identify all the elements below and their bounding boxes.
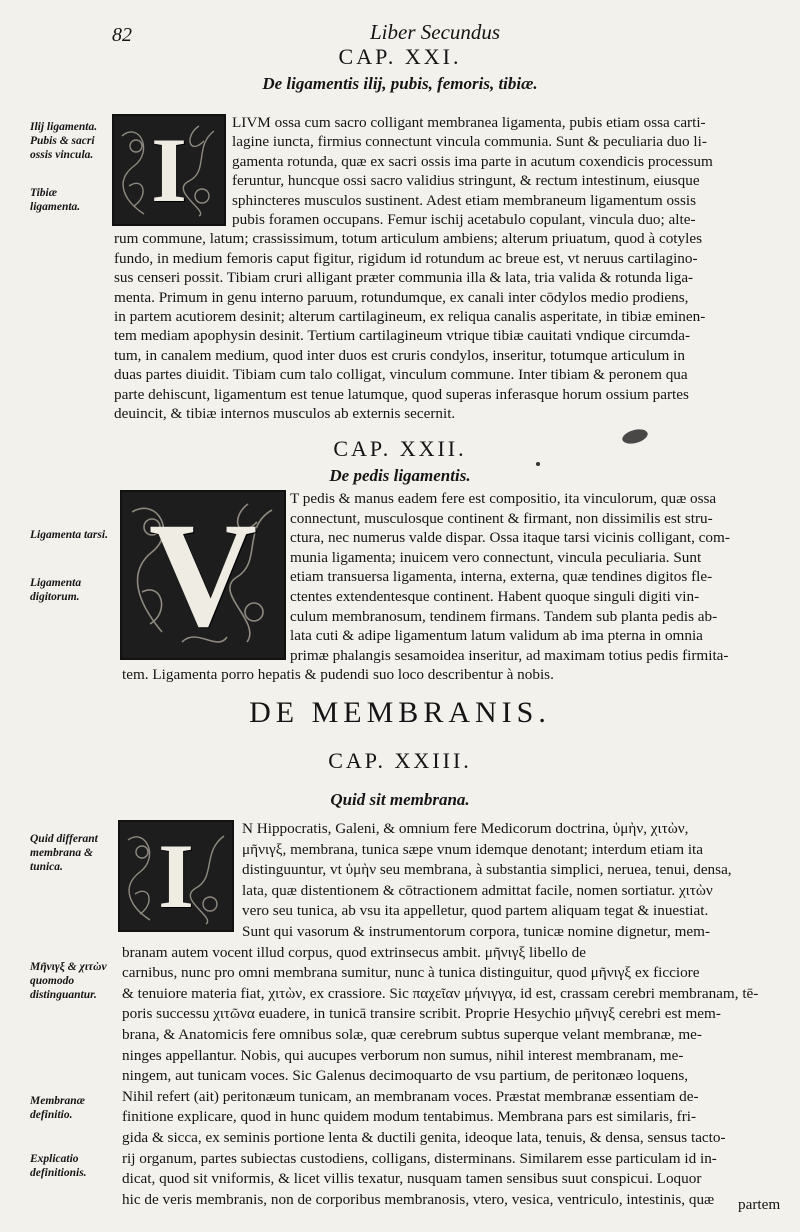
text-line: vero seu tunica, ab vsu ita appelletur, quod partem aliquam tegat & inuestiat. xyxy=(242,902,709,920)
text-line: distinguuntur, vt ὑμὴν seu membrana, à substantia simplici, neruea, tenui, densa, xyxy=(242,861,732,879)
text-line: pubis foramen occupans. Femur ischij acetabulo copulant, vincula duo; alte- xyxy=(232,211,696,228)
text-line: duas partes diuidit. Tibiam cum talo colligat, vinculum commune. Inter tibiam & peronem qua xyxy=(114,366,688,384)
text-line: brana, & Anatomicis fere omnibus solæ, quæ cerebrum subtus superque velant membranæ, me- xyxy=(122,1026,702,1043)
text-line: ctentes extendentesque continent. Habent quoque singuli digiti vin- xyxy=(290,588,700,605)
text-line: in partem acutiorem desinit; alterum cartilagineum, ex reliqua canalis asperitate, in tibiæ eminen- xyxy=(114,308,706,325)
chapter-title-21: De ligamentis ilij, pubis, femoris, tibiæ. xyxy=(262,74,538,93)
text-line: lagine iuncta, firmius connectunt vincula communia. Sunt & peculiaria duo li- xyxy=(232,133,707,151)
text-line: rum commune, latum; crassissimum, totum articulum ambiens; alterum priuatum, quod à cotyles xyxy=(114,230,702,248)
text-line: carnibus, nunc pro omni membrana sumitur, nunc à tunica distinguitur, quod μῆνιγξ ex ficciore xyxy=(122,964,700,982)
text-line: μῆνιγξ, membrana, tunica sæpe vnum idemque denotant; interdum etiam ita xyxy=(242,840,704,858)
ornamental-initial xyxy=(112,114,226,226)
initial-letter: V xyxy=(148,492,258,658)
chapter-heading-23: CAP. XXIII. xyxy=(328,748,472,773)
text-line: finitione explicare, quod in hunc quidem modum tentabimus. Membrana pars est similaris, fri- xyxy=(122,1108,697,1126)
text-line: Sunt qui vasorum & instrumentorum corpora, tunicæ nomine dignetur, mem- xyxy=(242,923,711,940)
text-line: gamenta rotunda, quæ ex sacri ossis ima parte in acutum coxendicis processum xyxy=(232,152,713,170)
text-line: poris successu χιτῶνα euadere, in tunicā transire scribit. Proprie Hesychio μῆνιγξ cerebri est mem- xyxy=(122,1005,721,1023)
text-line: Nihil refert (ait) peritonæum tunicam, an membranam voces. Præstat membranæ essentiam de- xyxy=(122,1087,699,1105)
chapter-heading-21: CAP. XXI. xyxy=(338,44,462,69)
text-line: lata cuti & adipe ligamentum latum validum ab ima pterna in omnia xyxy=(290,627,703,645)
text-line: fundo, in medium femoris caput figitur, rigidum id rotundum ac breue est, vt neruus cartilagino- xyxy=(114,249,698,267)
text-line: & tenuiore materia fiat, χιτὼν, ex crassiore. Sic παχεῖαν μήνιγγα, id est, crassam cerebri membranam, tē- xyxy=(122,984,759,1002)
text-line: etiam transuersa ligamenta, interna, externa, quæ tendines digitos fle- xyxy=(290,568,713,586)
text-line: primæ phalangis sesamoidea inseritur, ad maximam totius pedis firmita- xyxy=(290,646,729,664)
text-line: gida & sicca, ex seminis portione lenta & ductili genita, ideoque lata, tenuis, & densa, sensus tacto- xyxy=(122,1129,726,1146)
text-line: tum, in canalem medium, quod inter duos est cruris condylos, inseritur, totumque articulum in xyxy=(114,346,685,364)
text-line: tem mediam apophysin desinit. Tertium cartilagineum vtrique tibiæ cauitati vndique circumda- xyxy=(114,327,691,345)
catchword: partem xyxy=(738,1196,781,1213)
text-line: sphincteres musculos sustinent. Adest etiam membraneum ligamentum ossis xyxy=(232,191,696,209)
text-line: LIVM ossa cum sacro colligant membranea ligamenta, pubis etiam ossa carti- xyxy=(232,114,706,131)
margin-note: Μῆνιγξ & χιτὼν quomodo distinguantur. xyxy=(30,961,107,1001)
text-line: sus censeri possit. Tibiam cruri alligant præter communia illa & lata, tria valida & rotunda liga- xyxy=(114,269,694,287)
text-line: ninges appellantur. Nobis, qui aucupes verborum non sumus, nihil interest membranam, me- xyxy=(122,1046,684,1064)
initial-letter: I xyxy=(158,825,194,927)
part-heading: DE MEMBRANIS. xyxy=(249,696,551,729)
text-line: N Hippocratis, Galeni, & omnium fere Medicorum doctrina, ὑμὴν, χιτὼν, xyxy=(242,820,689,837)
running-head: Liber Secundus xyxy=(370,20,501,44)
ornamental-initial xyxy=(118,820,234,932)
margin-note: Tibiæ ligamenta. xyxy=(30,187,81,213)
text-line: dicat, quod sit vniformis, & licet villis texatur, nusquam tamen sensibus suut conspicui. Loquor xyxy=(122,1170,702,1188)
text-line: T pedis & manus eadem fere est compositio, ita vinculorum, quæ ossa xyxy=(290,490,717,507)
text-line: ctura, nec numerus valde dispar. Ossa itaque tarsi vicinis colligant, com- xyxy=(290,529,730,547)
margin-note: Membranæ definitio. xyxy=(30,1095,85,1121)
margin-note: Ligamenta digitorum. xyxy=(30,577,82,603)
text-line: lata, quæ distentionem & cōtractionem admittat facile, nomen sortiatur. χιτὼν xyxy=(242,881,713,899)
text-line: menta. Primum in genu interno paruum, rotundumque, ex canali inter cōdylos medio prodiens, xyxy=(114,288,689,306)
chapter-heading-22: CAP. XXII. xyxy=(333,436,467,461)
text-line: connectunt, musculosque continent & firmant, non dissimilis est stru- xyxy=(290,509,713,527)
text-line: ningem, aut tunicam voces. Sic Galenus decimoquarto de vsu partium, de peritonæo loquens, xyxy=(122,1067,689,1085)
chapter-title-22: De pedis ligamentis. xyxy=(329,466,471,485)
text-line: munia ligamenta; inuicem vero connectunt, vincula peculiaria. Sunt xyxy=(290,548,702,566)
text-line: rij organum, partes subiectas custodiens, colligans, disterminans. Similarem esse particulam id in- xyxy=(122,1149,717,1167)
page-number: 82 xyxy=(112,24,132,46)
text-line: parte dehiscunt, ligamentum est tenue latumque, quod superas inferasque horum ossium partes xyxy=(114,385,689,403)
initial-letter: I xyxy=(151,119,187,221)
text-line: branam autem vocent illud corpus, quod extrinsecus ambit. μῆνιγξ libello de xyxy=(122,943,586,961)
margin-note: Explicatio definitionis. xyxy=(30,1153,87,1179)
margin-note: Ligamenta tarsi. xyxy=(30,529,108,541)
text-line: feruntur, huncque ossi sacro validius stringunt, & rectum intestinum, eiusque xyxy=(232,172,700,190)
ornamental-initial xyxy=(120,490,286,660)
text-line: culum membranosum, tendinem firmans. Tandem sub planta pedis ab- xyxy=(290,607,718,625)
margin-note: Quid differant membrana & tunica. xyxy=(30,833,98,873)
chapter-title-23: Quid sit membrana. xyxy=(330,790,470,809)
margin-note: Ilij ligamenta. Pubis & sacri ossis vincula. xyxy=(30,121,98,161)
text-line: deuincit, & tibiæ internos musculos ab externis secernit. xyxy=(114,405,456,422)
text-line: tem. Ligamenta porro hepatis & pudendi suo loco describentur à nobis. xyxy=(122,666,554,684)
text-line: hic de veris membranis, non de corporibus membranosis, vtero, vesica, ventriculo, intestinis, quæ xyxy=(122,1190,715,1208)
